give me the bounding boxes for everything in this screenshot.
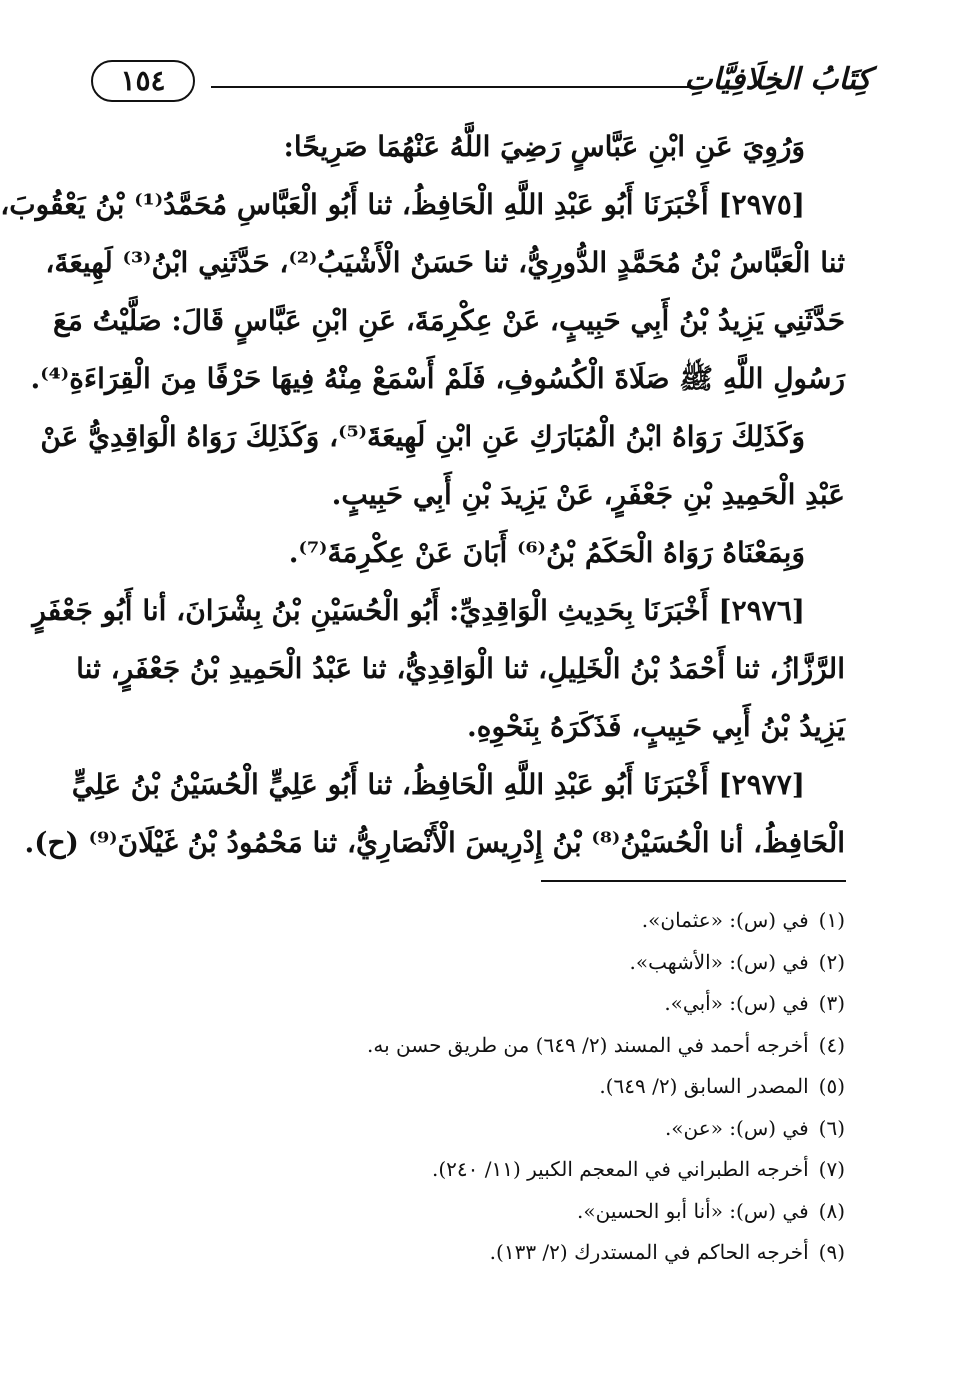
main-text [0, 118, 845, 872]
text-line: ثنا الْعَبَّاسُ بْنُ مُحَمَّدٍ الدُّورِيُّ، ثنا حَسَنٌ الْأَشْيَبُ⁽²⁾، حَدَّثَنِي ابْنُ⁽³⁾ لَهِيعَةَ، [45, 246, 845, 279]
footnote [117, 900, 845, 942]
text-line: وَرُوِيَ عَنِ ابْنِ عَبَّاسٍ رَضِيَ اللَّهُ عَنْهُمَا صَرِيحًا: [283, 130, 805, 163]
footnote-text: أخرجه أحمد في المسند (٢/ ٦٤٩) من طريق حسن به. [367, 1032, 815, 1057]
text-line: وَبِمَعْنَاهُ رَوَاهُ الْحَكَمُ بْنُ⁽⁶⁾ أَبَانَ عَنْ عِكْرِمَةَ⁽⁷⁾. [288, 536, 805, 569]
book-title: كِتَابُ الخِلَافِيَّاتِ [684, 62, 871, 97]
footnote-text: المصدر السابق (٢/ ٦٤٩). [599, 1074, 815, 1098]
header-rule [211, 86, 693, 88]
text-line: حَدَّثَنِي يَزِيدُ بْنُ أَبِي حَبِيبٍ، عَنْ عِكْرِمَةَ، عَنِ ابْنِ عَبَّاسٍ قَالَ: صَلَّيْتُ مَعَ [53, 304, 845, 337]
text-line: يَزِيدُ بْنُ أَبِي حَبِيبٍ، فَذَكَرَهُ بِنَحْوِهِ. [467, 710, 845, 743]
footnote-number: (٨) [818, 1198, 845, 1223]
footnote [117, 1149, 845, 1191]
text-line: [٢٩٧٦] أَخْبَرَنَا بِحَدِيثِ الْوَاقِدِيِّ: أَبُو الْحُسَيْنِ بْنُ بِشْرَانَ، أنا أَبُو جَعْفَرٍ [32, 594, 805, 627]
footnote-separator [541, 880, 846, 882]
page-number: ١٥٤ [91, 60, 195, 102]
footnote-text: أخرجه الطبراني في المعجم الكبير (١١/ ٢٤٠). [431, 1157, 815, 1181]
text-line: رَسُولِ اللَّهِ ﷺ صَلَاةَ الْكُسُوفِ، فَلَمْ أَسْمَعْ مِنْهُ فِيهَا حَرْفًا مِنَ الْقِرَاءَةِ⁽⁴⁾. [30, 362, 845, 395]
footnote [117, 942, 845, 984]
footnote-text: أخرجه الحاكم في المستدرك (٢/ ١٣٣). [489, 1240, 815, 1264]
footnote [117, 983, 845, 1025]
footnotes [117, 900, 845, 1274]
footnote-number: (٤) [818, 1032, 845, 1057]
footnote-number: (١) [818, 908, 845, 932]
footnote-text: في (س): «عثمان». [641, 908, 815, 932]
footnote-number: (٩) [818, 1240, 845, 1264]
text-line: [٢٩٧٥] أَخْبَرَنَا أَبُو عَبْدِ اللَّهِ الْحَافِظُ، ثنا أَبُو الْعَبَّاسِ مُحَمَّدُ⁽¹⁾ بْنُ يَعْقُوبَ، [0, 188, 805, 221]
text-line: [٢٩٧٧] أَخْبَرَنَا أَبُو عَبْدِ اللَّهِ الْحَافِظُ، ثنا أَبُو عَلِيٍّ الْحُسَيْنُ بْنُ عَلِيٍّ [71, 768, 805, 801]
footnote-text: في (س): «عن». [664, 1115, 815, 1140]
footnote [117, 1108, 845, 1150]
footnote [117, 1232, 845, 1274]
text-line: الْحَافِظُ، أنا الْحُسَيْنُ⁽⁸⁾ بْنُ إِدْرِيسَ الْأَنْصَارِيُّ، ثنا مَحْمُودُ بْنُ غَيْلَانَ⁽⁹⁾ (ح). [24, 826, 845, 859]
footnote-number: (٢) [818, 949, 845, 974]
footnote-text: في (س): «أنا أبو الحسين». [577, 1198, 815, 1223]
footnote-number: (٥) [818, 1074, 845, 1098]
footnote-number: (٧) [818, 1157, 845, 1181]
footnote [117, 1191, 845, 1233]
footnote-text: في (س): «الأشهب». [629, 949, 815, 974]
footnote [117, 1066, 845, 1108]
footnote-text: في (س): «أبي». [664, 991, 815, 1015]
text-line: وَكَذَلِكَ رَوَاهُ ابْنُ الْمُبَارَكِ عَنِ ابْنِ لَهِيعَةَ⁽⁵⁾، وَكَذَلِكَ رَوَاهُ الْوَاقِدِيُّ عَنْ [40, 420, 805, 453]
page-header [91, 58, 871, 108]
footnote [117, 1025, 845, 1067]
text-line: الرَّزَّازُ، ثنا أَحْمَدُ بْنُ الْخَلِيلِ، ثنا الْوَاقِدِيُّ، ثنا عَبْدُ الْحَمِيدِ بْنُ جَعْفَرٍ، ثنا [76, 652, 845, 685]
footnote-number: (٦) [818, 1115, 845, 1140]
text-line: عَبْدِ الْحَمِيدِ بْنِ جَعْفَرٍ، عَنْ يَزِيدَ بْنِ أَبِي حَبِيبٍ. [331, 478, 845, 511]
footnote-number: (٣) [818, 991, 845, 1015]
